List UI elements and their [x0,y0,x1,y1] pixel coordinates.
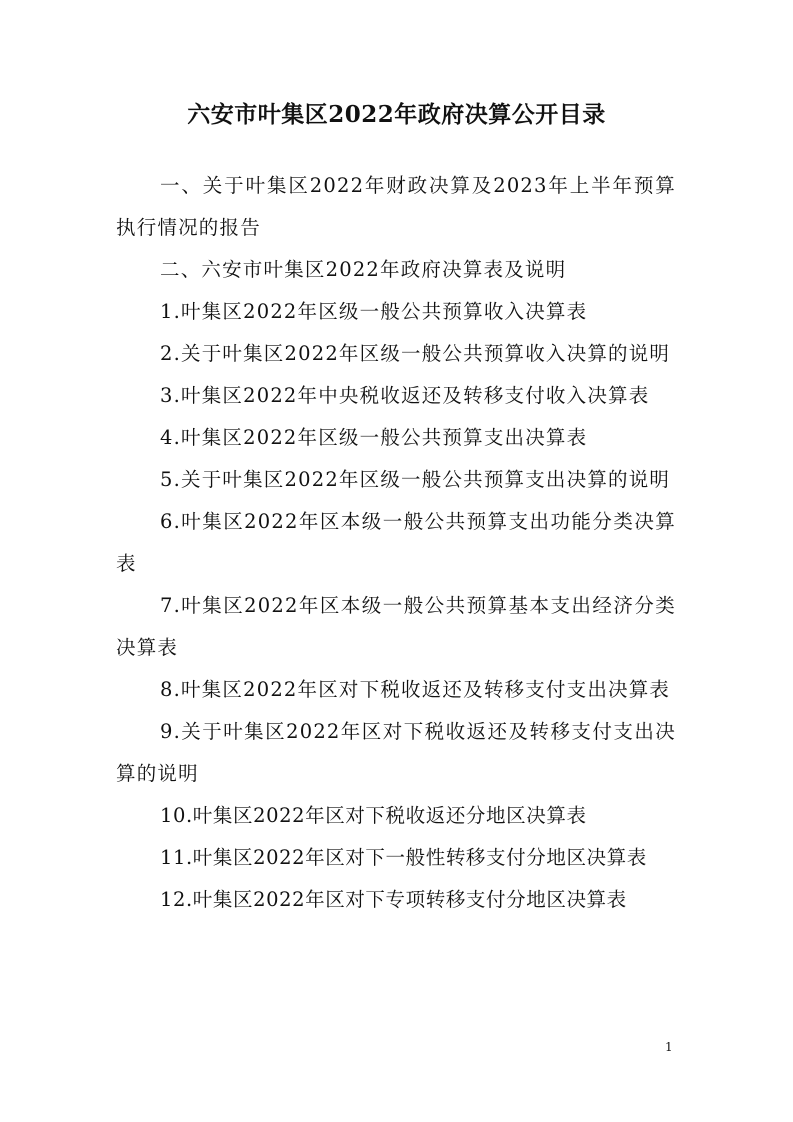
toc-item-9: 9.关于叶集区2022年区对下税收返还及转移支付支出决算的说明 [116,720,676,785]
toc-item-8: 8.叶集区2022年区对下税收返还及转移支付支出决算表 [160,678,671,701]
toc-item-report: 一、关于叶集区2022年财政决算及2023年上半年预算执行情况的报告 [116,174,676,239]
toc-item-5: 5.关于叶集区2022年区级一般公共预算支出决算的说明 [160,468,671,491]
toc-item-2: 2.关于叶集区2022年区级一般公共预算收入决算的说明 [160,342,671,365]
table-of-contents [116,165,676,921]
document-title: 六安市叶集区2022年政府决算公开目录 [187,101,606,128]
toc-item-6: 6.叶集区2022年区本级一般公共预算支出功能分类决算表 [116,510,676,575]
page-number: 1 [665,1040,673,1054]
toc-item-3: 3.叶集区2022年中央税收返还及转移支付收入决算表 [160,384,650,407]
toc-item-4: 4.叶集区2022年区级一般公共预算支出决算表 [160,426,588,449]
toc-item-1: 1.叶集区2022年区级一般公共预算收入决算表 [160,300,588,323]
toc-item-12: 12.叶集区2022年区对下专项转移支付分地区决算表 [160,888,627,911]
toc-item-11: 11.叶集区2022年区对下一般性转移支付分地区决算表 [160,846,647,869]
toc-item-7: 7.叶集区2022年区本级一般公共预算基本支出经济分类决算表 [116,594,676,659]
toc-item-10: 10.叶集区2022年区对下税收返还分地区决算表 [160,804,587,827]
toc-item-tables-and-notes: 二、六安市叶集区2022年政府决算表及说明 [160,258,567,281]
